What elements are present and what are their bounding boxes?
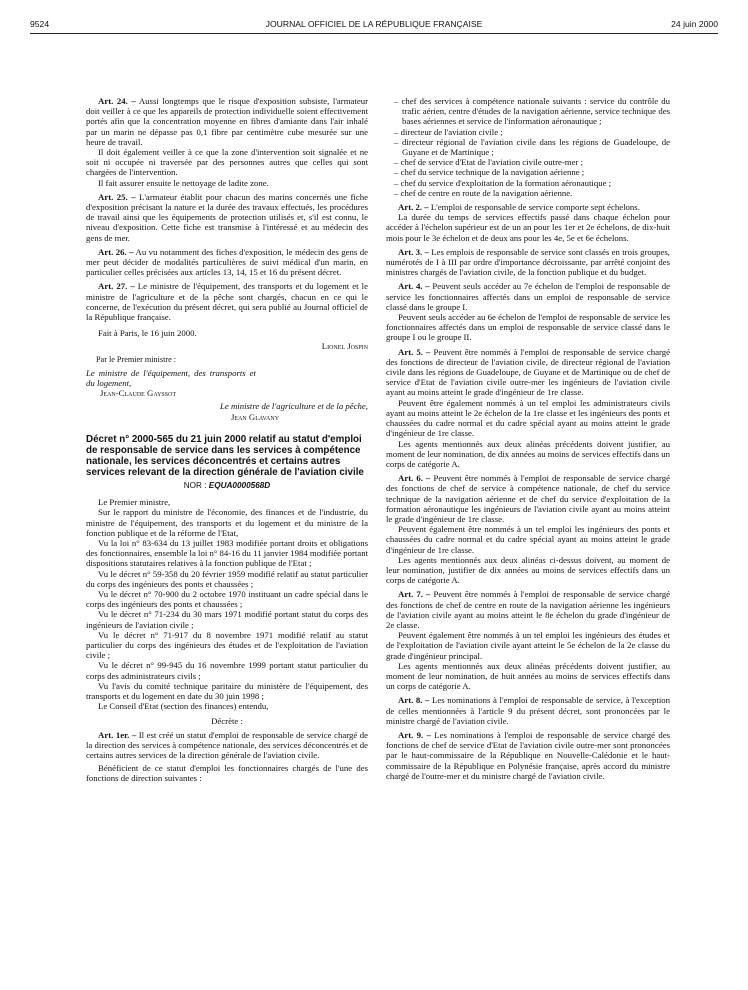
paragraph-text: Peuvent également être nommés à un tel emploi les ingénieurs des ponts et chaussées du cadre normal et du cadre spécial ayant au moins atteint le grade d'ingénieur de 1re classe. xyxy=(386,524,670,555)
paragraph xyxy=(386,695,670,726)
paragraph-text: Peuvent également être nommés à un tel emploi les ingénieurs des études et de l'exploitation de l'aviation civile ayant atteint le 5e échelon de la 2e classe du grade d'ingénieur principal. xyxy=(386,630,670,661)
article-1-paragraph-2: Bénéficient de ce statut d'emploi les fonctionnaires chargés de l'une des fonctions de direction suivantes : xyxy=(86,763,368,784)
function-list-item: – chef des services à compétence nationale suivants : service du contrôle du trafic aérien, centre d'études de la navigation aérienne, service technique des bases aériennes et service de l'information aéronautique ; xyxy=(394,96,670,127)
paragraph-text: Il doit également veiller à ce que la zone d'intervention soit signalée et ne soit ni occupée ni traversée par des personnes autres que celles qui sont chargées de l'intervention. xyxy=(86,147,368,178)
paragraph-text: L'emploi de responsable de service comporte sept échelons. xyxy=(428,202,640,213)
pm-signature: Lionel Jospin xyxy=(321,341,368,352)
paragraph xyxy=(86,147,368,178)
function-list-item: – chef de service d'Etat de l'aviation civile outre-mer ; xyxy=(394,157,584,168)
paragraph xyxy=(386,630,670,661)
paragraph-text: Peuvent être nommés à l'emploi de responsable de service chargé des fonctions de chef de service à compétence nationale, de chef du service technique de la navigation aérienne et de chef du service d'exploitation de la formation aéronautique les ingénieurs de l'aviation civile ayant au moins atteint le grade d'ingénieur de 1re classe. xyxy=(386,473,670,524)
paragraph-text: Les agents mentionnés aux deux alinéas précédents doivent justifier, au moment de leur nomination, de dix années au moins de services effectifs dans un corps de catégorie A. xyxy=(386,438,670,469)
paragraph xyxy=(386,589,670,630)
paragraph xyxy=(386,312,670,343)
article-number: Art. 25. – xyxy=(98,191,136,202)
minister1-title: Le ministre de l'équipement, des transports et du logement, xyxy=(86,367,256,389)
paragraph-text: Le ministre de l'équipement, des transports et du logement et le ministre de l'agriculture et de la pêche sont chargés, chacun en ce qui le concerne, de l'exécution du présent décret, qui sera publié au Journal officiel de la République française. xyxy=(86,281,368,323)
minister2-signature: Jean Glavany xyxy=(231,411,280,422)
article-number: Art. 4. – xyxy=(398,281,430,292)
visa-paragraph: Vu le décret n° 59-358 du 20 février 1959 modifié relatif au statut particulier du corps des ingénieurs des ponts et chaussées ; xyxy=(86,568,368,589)
article-number: Art. 24. – xyxy=(98,96,136,106)
paragraph-text: Peuvent seuls accéder au 7e échelon de l'emploi de responsable de service les fonctionnaires affectés dans un emploi de responsable de service classé dans le groupe I. xyxy=(386,281,670,312)
function-list-item: – chef du service d'exploitation de la formation aéronautique ; xyxy=(394,177,612,188)
function-list-item: – directeur régional de l'aviation civile dans les régions de Guadeloupe, de Guyane et de Martinique ; xyxy=(394,136,670,158)
paragraph xyxy=(86,247,368,278)
visa-paragraph: Sur le rapport du ministre de l'économie, des finances et de l'industrie, du ministre de l'équipement, des transports et du logement et du ministre de la fonction publique et de la réforme de l'Etat, xyxy=(86,507,368,538)
nor-value: EQUA0000568D xyxy=(208,480,271,490)
paragraph-text: Les nominations à l'emploi de responsable de service chargé des fonctions de chef de service d'Etat de l'aviation civile outre-mer sont prononcées par le haut-commissaire de la République en Nouvelle-Calédonie et le haut-commissaire de la République en Polynésie française, après accord du ministre chargé de l'outre-mer et du ministre chargé de l'aviation civile. xyxy=(386,729,670,781)
paragraph xyxy=(386,473,670,524)
paragraph xyxy=(386,202,670,212)
paragraph xyxy=(86,192,368,243)
paragraph xyxy=(386,439,670,470)
function-list-item: – chef de centre en route de la navigation aérienne. xyxy=(394,187,573,198)
article-number: Art. 6. – xyxy=(398,473,431,484)
articles-2-9 xyxy=(386,202,670,781)
article-number: Art. 8. – xyxy=(398,695,430,706)
paragraph xyxy=(386,661,670,692)
paragraph-text: Aussi longtemps que le risque d'exposition subsiste, l'armateur doit veiller à ce que les appareils de protection individuelle soient effectivement portés afin que la concentration moyenne en fibres d'amiante dans l'air inhalé par un marin ne dépasse pas 0,1 fibre par centimètre cube mesurée sur une heure de travail. xyxy=(86,96,368,147)
article-1: Art. 1er. – Il est créé un statut d'emploi de responsable de service chargé de la direction des services à compétence nationale, des services déconcentrés et de certains autres services de la direction générale de l'aviation civile. xyxy=(86,729,368,760)
decret-title: Décret n° 2000-565 du 21 juin 2000 relatif au statut d'emploi de responsable de service dans les services à compétence nationale, les services déconcentrés et certains autres services relevant de la direction générale de l'aviation civile xyxy=(86,433,364,478)
left-column xyxy=(86,92,368,784)
paragraph-text: Au vu notamment des fiches d'exposition, le médecin des gens de mer peut décider de modalités particulières de suivi médical d'un marin, en particulier celles précisées aux articles 13, 14, 15 et 16 du présent décret. xyxy=(86,246,368,278)
visas xyxy=(86,497,368,711)
paragraph xyxy=(386,281,670,312)
paragraph-text: Peuvent être également nommés à un tel emploi les administrateurs civils ayant au moins atteint le 2e échelon de la 1re classe et les ingénieurs des ponts et chaussées du cadre normal et du cadre spécial ayant au moins atteint le grade d'ingénieur de 1re classe. xyxy=(386,397,670,439)
paragraph xyxy=(386,247,670,278)
paragraph-text: Les agents mentionnés aux deux alinéas précédents doivent justifier, au moment de leur nomination, de huit années au moins de services effectifs dans un corps de catégorie A. xyxy=(386,660,670,692)
function-list-item: – directeur de l'aviation civile ; xyxy=(394,126,503,137)
pm-prefix: Par le Premier ministre : xyxy=(96,354,177,364)
paragraph xyxy=(86,281,368,322)
visa-paragraph: Vu le décret n° 71-234 du 30 mars 1971 modifié portant statut du corps des ingénieurs de l'aviation civile ; xyxy=(86,609,368,630)
visa-paragraph: Vu le décret n° 71-917 du 8 novembre 1971 modifié relatif au statut particulier du corps des ingénieurs des études et de l'exploitation de l'aviation civile ; xyxy=(86,629,368,661)
article-number: Art. 7. – xyxy=(398,589,431,600)
articles-24-27 xyxy=(86,96,368,322)
paragraph-text: Il fait assurer ensuite le nettoyage de ladite zone. xyxy=(98,177,269,188)
right-column xyxy=(386,96,670,781)
minister2-title: Le ministre de l'agriculture et de la pêche, xyxy=(220,401,368,412)
header-rule xyxy=(30,33,718,34)
visa-paragraph: Vu l'avis du comité technique paritaire du ministère de l'équipement, des transports et du logement en date du 30 juin 1998 ; xyxy=(86,680,368,701)
minister1-signature: Jean-Claude Gayssot xyxy=(100,388,177,399)
paragraph xyxy=(86,96,368,147)
paragraph-text: Les nominations à l'emploi de responsable de service, à l'exception de celles mentionnées à l'article 9 du présent décret, sont prononcées par le ministre chargé de l'aviation civile. xyxy=(386,695,670,726)
article-number: Art. 26. – xyxy=(98,246,134,257)
visa-paragraph: Vu le décret n° 99-945 du 16 novembre 1999 portant statut particulier du corps des administrateurs civils ; xyxy=(86,660,368,681)
nor-reference xyxy=(86,481,368,491)
visa-paragraph: Le Conseil d'Etat (section des finances) entendu, xyxy=(98,701,269,712)
visa-paragraph: Vu la loi n° 83-634 du 13 juillet 1983 modifiée portant droits et obligations des fonctionnaires, ensemble la loi n° 84-16 du 11 janvier 1984 modifiée portant dispositions statutaires relatives à la fonction publique de l'Etat ; xyxy=(86,537,368,569)
paragraph-text: L'armateur établit pour chacun des marins concernés une fiche d'exposition précisant la nature et la durée des travaux effectués, les procédures de travail ainsi que les équipements de protection utilisés et, s'il est connu, le niveau d'exposition. Cette fiche est transmise à l'intéressé et au médecin des gens de mer. xyxy=(86,191,368,243)
paragraph-text: Les agents mentionnés aux deux alinéas ci-dessus doivent, au moment de leur nomination, justifier de dix années au moins de services effectifs dans un corps de catégorie A. xyxy=(386,554,670,586)
function-list-item: – chef du service technique de la navigation aérienne ; xyxy=(394,167,585,178)
paragraph xyxy=(386,555,670,586)
paragraph xyxy=(386,212,670,243)
paragraph-text: Peuvent seuls accéder au 6e échelon de l'emploi de responsable de service les fonctionnaires affectés dans un emploi de responsable de service classé dans le groupe I ou le groupe II. xyxy=(386,312,670,343)
paragraph xyxy=(86,178,368,188)
issue-date: 24 juin 2000 xyxy=(671,19,718,29)
journal-title: JOURNAL OFFICIEL DE LA RÉPUBLIQUE FRANÇAISE xyxy=(265,19,483,29)
page-number: 9524 xyxy=(30,19,50,29)
paragraph-text: Les emplois de responsable de service sont classés en trois groupes, numérotés de I à III par ordre d'importance décroissante, par arrêté conjoint des ministres chargés de l'aviation civile, de la fonction publique et du budget. xyxy=(386,246,670,278)
article-number: Art. 3. – xyxy=(398,246,429,257)
paragraph xyxy=(386,347,670,398)
visa-paragraph: Vu le décret n° 70-900 du 2 octobre 1970 instituant un cadre spécial dans le corps des ingénieurs des ponts et chaussées ; xyxy=(86,588,368,610)
article-number: Art. 9. – xyxy=(398,729,431,740)
premier-ministre-line: Le Premier ministre, xyxy=(98,497,171,508)
functions-list xyxy=(386,96,670,198)
paragraph-text: La durée du temps de services effectifs passé dans chaque échelon pour accéder à l'échelon supérieur est de un an pour les 1er et 2e échelons, de dix-huit mois pour le 3e échelon et de deux ans pour les 4e, 5e et 6e échelons. xyxy=(386,212,670,243)
paragraph xyxy=(386,524,670,555)
decrete-heading: Décrète : xyxy=(211,716,243,727)
paragraph xyxy=(386,730,670,781)
paragraph-text: Peuvent être nommés à l'emploi de responsable de service chargé des fonctions de chef de centre en route de la navigation aérienne les ingénieurs de l'aviation civile ayant au moins atteint le 8e échelon du grade d'ingénieur de 2e classe. xyxy=(386,589,670,630)
paragraph-text: Peuvent être nommés à l'emploi de responsable de service chargé des fonctions de directeur de l'aviation civile, de directeur régional de l'aviation civile dans les régions de Guadeloupe, de Guyane et de Martinique ou de chef de service d'Etat de l'aviation civile outre-mer les ingénieurs de l'aviation civile ayant au moins atteint le grade d'ingénieur de 1re classe. xyxy=(386,346,670,398)
article-number: Art. 27. – xyxy=(98,281,135,292)
article-number: Art. 2. – xyxy=(398,202,429,213)
paragraph xyxy=(386,398,670,439)
nor-label: NOR : xyxy=(183,480,207,490)
article-number: Art. 5. – xyxy=(398,346,431,357)
place-date: Fait à Paris, le 16 juin 2000. xyxy=(98,328,197,339)
page-header xyxy=(30,17,718,33)
